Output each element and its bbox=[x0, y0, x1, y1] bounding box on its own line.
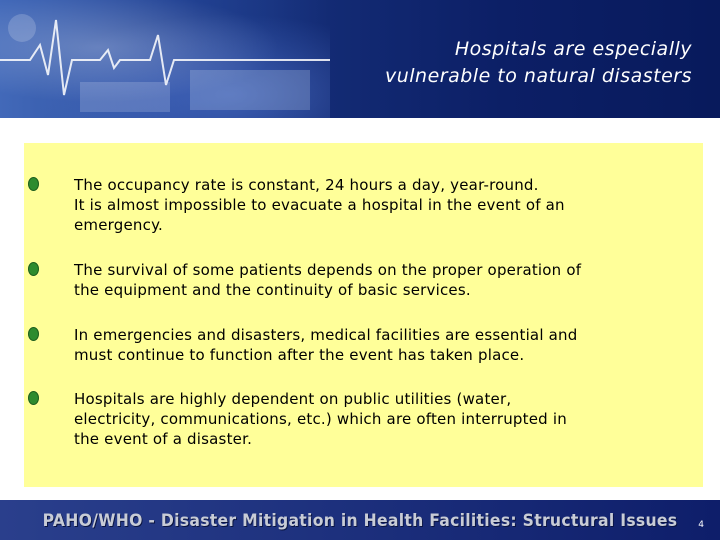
bullet-text bbox=[74, 175, 684, 235]
bullet-line: In emergencies and disasters, medical facilities are essential and bbox=[74, 326, 578, 344]
bullet-line: It is almost impossible to evacuate a hospital in the event of an bbox=[74, 196, 565, 214]
footer-title: PAHO/WHO - Disaster Mitigation in Health Facilities: Structural Issues bbox=[42, 511, 678, 531]
bullet-icon bbox=[28, 262, 39, 276]
bullet-icon bbox=[28, 391, 39, 405]
bullet-line: Hospitals are highly dependent on public utilities (water, bbox=[74, 390, 512, 408]
bullet-text bbox=[74, 325, 684, 365]
bullet-line: electricity, communications, etc.) which are often interrupted in bbox=[74, 410, 567, 428]
content-panel bbox=[24, 143, 703, 487]
slide-title-line-2: vulnerable to natural disasters bbox=[384, 65, 692, 87]
bullet-icon bbox=[28, 327, 39, 341]
slide-header bbox=[0, 0, 720, 118]
page-number: 4 bbox=[698, 520, 704, 530]
slide-title bbox=[272, 36, 692, 90]
bullet-line: The occupancy rate is constant, 24 hours a day, year-round. bbox=[74, 176, 539, 194]
bullet-text bbox=[74, 389, 684, 449]
slide-footer bbox=[0, 500, 720, 540]
bullet-icon bbox=[28, 177, 39, 191]
bullet-line: the equipment and the continuity of basic services. bbox=[74, 281, 471, 299]
bullet-line: must continue to function after the event has taken place. bbox=[74, 346, 525, 364]
bullet-line: the event of a disaster. bbox=[74, 430, 253, 448]
slide-title-line-1: Hospitals are especially bbox=[454, 38, 692, 60]
bullet-line: The survival of some patients depends on the proper operation of bbox=[74, 261, 582, 279]
bullet-line: emergency. bbox=[74, 216, 163, 234]
bullet-text bbox=[74, 260, 684, 300]
